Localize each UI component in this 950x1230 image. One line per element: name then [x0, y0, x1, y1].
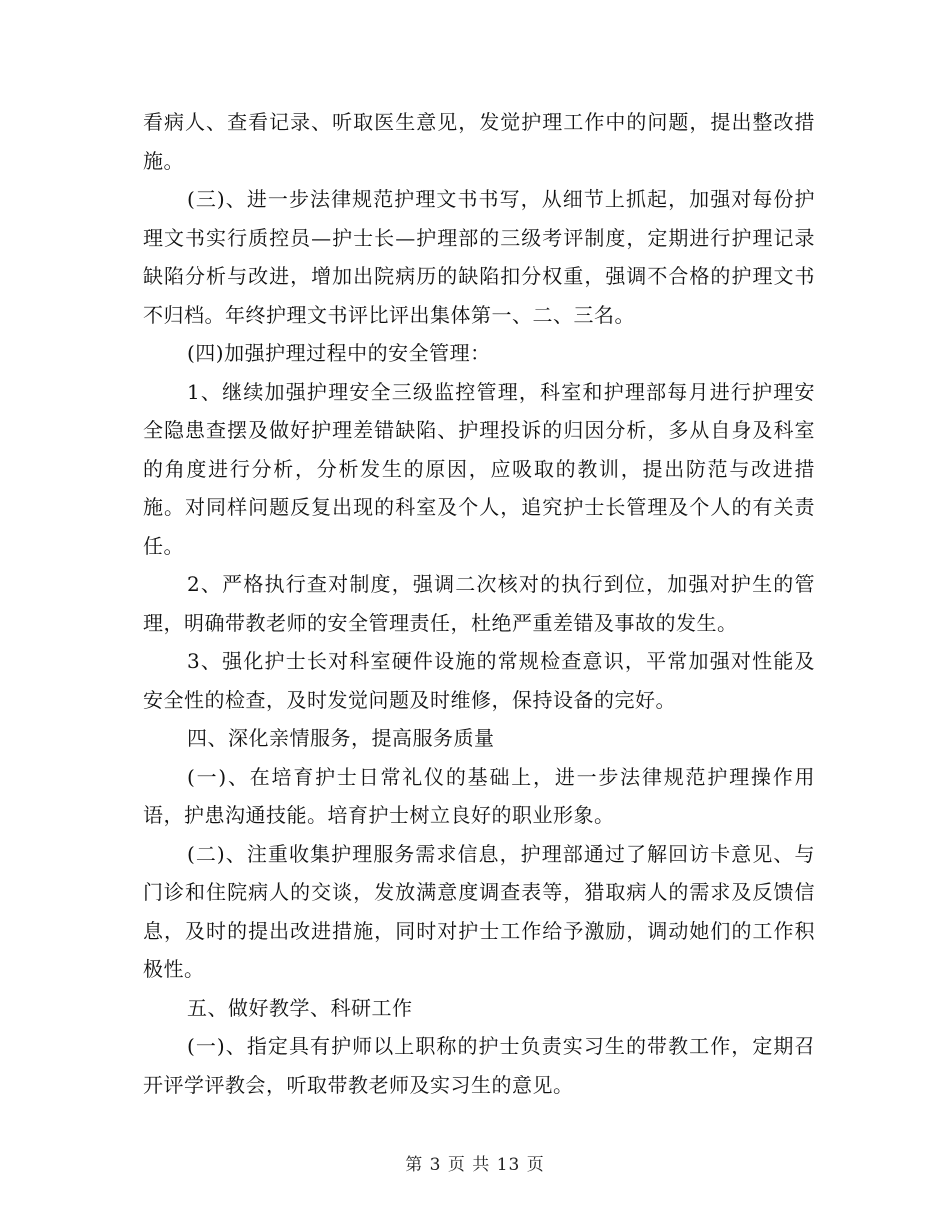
- paragraph-9: (二)、注重收集护理服务需求信息，护理部通过了解回访卡意见、与门诊和住院病人的交谈，发放满意度调查表等，猎取病人的需求及反馈信息，及时的提出改进措施，同时对护士工作给予激励，调动她们的工作积极性。: [143, 841, 815, 981]
- paragraph-3: (四)加强护理过程中的安全管理：: [187, 341, 491, 365]
- paragraph-2: (三)、进一步法律规范护理文书书写，从细节上抓起，加强对每份护理文书实行质控员—护士长—护理部的三级考评制度，定期进行护理记录缺陷分析与改进，增加出院病历的缺陷扣分权重，强调不合格的护理文书不归档。年终护理文书评比评出集体第一、二、三名。: [143, 187, 815, 327]
- page-number-footer: 第 3 页 共 13 页: [405, 1155, 545, 1175]
- paragraph-1: 看病人、查看记录、听取医生意见，发觉护理工作中的问题，提出整改措施。: [143, 110, 815, 173]
- section-heading-4: 四、深化亲情服务，提高服务质量: [187, 726, 495, 750]
- paragraph-4: 1、继续加强护理安全三级监控管理，科室和护理部每月进行护理安全隐患查摆及做好护理差错缺陷、护理投诉的归因分析，多从自身及科室的角度进行分析，分析发生的原因，应吸取的教训，提出防范与改进措施。对同样问题反复出现的科室及个人，追究护士长管理及个人的有关责任。: [143, 379, 815, 558]
- document-body: [143, 103, 815, 1104]
- section-heading-5: 五、做好教学、科研工作: [187, 995, 413, 1020]
- paragraph-8: (一)、在培育护士日常礼仪的基础上，进一步法律规范护理操作用语，护患沟通技能。培育护士树立良好的职业形象。: [143, 764, 815, 827]
- paragraph-6: 3、强化护士长对科室硬件设施的常规检查意识，平常加强对性能及安全性的检查，及时发觉问题及时维修，保持设备的完好。: [143, 649, 815, 712]
- paragraph-5: 2、严格执行查对制度，强调二次核对的执行到位，加强对护生的管理，明确带教老师的安全管理责任，杜绝严重差错及事故的发生。: [143, 572, 815, 635]
- paragraph-11: (一)、指定具有护师以上职称的护士负责实习生的带教工作，定期召开评学评教会，听取带教老师及实习生的意见。: [143, 1034, 815, 1097]
